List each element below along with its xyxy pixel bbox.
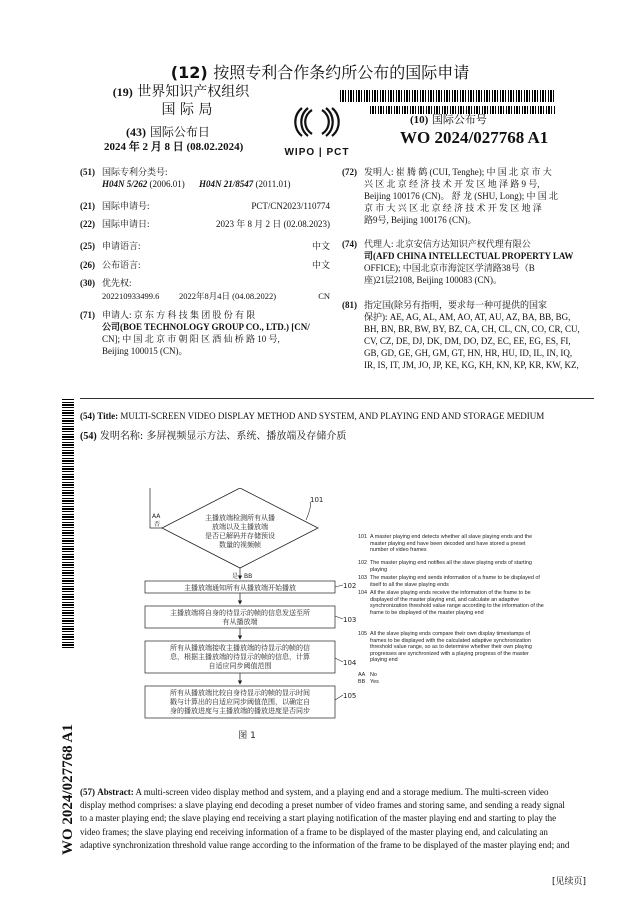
agent-block (364, 238, 594, 286)
pubno-code: (10) (410, 114, 429, 126)
ipc-class-2-date: (2011.01) (255, 179, 291, 189)
abstract-line: A multi-screen video display method and system, and a playing end and a storage medium. The multi-screen video (135, 787, 549, 797)
filing-code: (22) (80, 219, 95, 229)
step-text: 所有从播放端比较自身待显示的帧的显示时间 (170, 689, 310, 697)
abstract-line: adaptive synchronization threshold value range according to the information of the frame to be displayed of the master playing end; and (80, 839, 570, 850)
applicant-line: Beijing 100015 (CN)。 (102, 346, 188, 356)
states-block (364, 299, 594, 371)
legend-key: 102 (358, 560, 367, 566)
states-line: IR, IS, IT, JM, JO, JP, KE, KG, KH, KN, KP, KR, KW, KZ, (364, 360, 579, 370)
side-pub-number: WO 2024/027768 A1 (60, 724, 76, 855)
applicant-code: (71) (80, 310, 95, 320)
legend-text: The master playing end notifies all the slave playing ends of starting playing (370, 560, 532, 573)
branch-no-label: 否 (154, 521, 161, 528)
abstract-code: (57) (80, 787, 95, 797)
step-text: 自适应同步阈值范围 (208, 662, 272, 670)
pubno-value: WO 2024/027768 A1 (400, 128, 549, 147)
inventors-block (364, 166, 594, 226)
filing-label: 国际申请日: (102, 219, 150, 229)
decision-text: 数量的视频帧 (219, 541, 261, 549)
abstract-line: display method comprises: a slave playing end decoding a preset number of video frames and storing same, and sending a ready signal (80, 800, 565, 811)
legend-key: BB (358, 679, 366, 685)
figure-caption: 图 1 (238, 731, 256, 741)
legend-key: 101 (358, 534, 367, 540)
states-line: 保护): AE, AG, AL, AM, AO, AT, AU, AZ, BA, BB, BG, (364, 312, 571, 322)
priority-number: 202210933499.6 (102, 291, 160, 301)
step-text: 主播放端将自身的待显示的帧的信息发送至所 (170, 609, 310, 617)
filing-lang-label: 申请语言: (102, 241, 141, 251)
title-en (80, 410, 600, 422)
abstract-line: to a master playing end; the slave playing end receiving a start playing notification of the master playing end and starting to play the (80, 813, 557, 824)
legend-text: No (370, 672, 377, 678)
ipc-class-1-date: (2006.01) (149, 179, 185, 189)
states-line: 指定国(除另有指明，要求每一种可提供的国家 (364, 300, 547, 310)
title-text: 按照专利合作条约所公布的国际申请 (213, 63, 470, 82)
top-barcode (340, 90, 556, 102)
appno-label: 国际申请号: (102, 201, 150, 211)
applicant-block (102, 309, 330, 357)
inventors-line: Beijing 100176 (CN)。 舒 龙 (SHU, Long); 中 国 北 (364, 191, 558, 201)
title-en-code: (54) (80, 411, 95, 421)
ref-label-101: 101 (310, 496, 324, 504)
filing-value: 2023 年 8 月 2 日 (02.08.2023) (216, 219, 330, 229)
pub-lang-code: (26) (80, 260, 95, 270)
step-text: 戳与计算出的自适应同步阈值范围，以确定自 (170, 698, 310, 706)
decision-text: 是否已解码并存储预设 (205, 532, 275, 540)
branch-no-code: AA (152, 513, 161, 520)
step-ref: 102 (343, 582, 357, 590)
priority-country: CN (318, 291, 330, 301)
pub-number-block (400, 112, 600, 148)
legend-key: AA (358, 672, 366, 678)
ref-leader (335, 695, 343, 700)
wipo-logo-text: WIPO | PCT (284, 147, 350, 158)
ref-leader (335, 585, 343, 587)
wipo-logo (282, 102, 352, 158)
branch-yes-label: 是 (232, 573, 239, 580)
abstract-line: video frames; the slave playing end receiving information of a frame to be displayed of the master playing end, and calculating an (80, 826, 548, 837)
applicant-line: 申请人: 京 东 方 科 技 集 团 股 份 有 限 (102, 310, 256, 320)
applicant-line: CN]; 中 国 北 京 市 朝 阳 区 酒 仙 桥 路 10 号, (102, 334, 280, 344)
filing-lang-value: 中文 (311, 241, 330, 251)
title-zh-value: 多屏视频显示方法、系统、播放端及存储介质 (146, 431, 347, 442)
continued-note: [见续页] (552, 877, 587, 887)
step-text: 所有从播放端接收主播放端的待显示的帧的信 (170, 644, 310, 652)
step-text: 主播放端通知所有从播放端开始播放 (184, 584, 296, 592)
decision-text: 主播放端检测所有从播 (205, 514, 275, 522)
agent-code: (74) (342, 239, 357, 249)
ipc-class-1: H04N 5/262 (102, 179, 148, 189)
ipc-code: (51) (80, 167, 95, 177)
pubdate-value: 2024 年 2 月 8 日 (08.02.2024) (104, 141, 244, 153)
inventors-line: 发明人: 崔 腾 鹤 (CUI, Tenghe); 中 国 北 京 市 大 (364, 167, 552, 177)
pub-lang-value: 中文 (311, 260, 330, 270)
step-ref: 105 (343, 692, 357, 700)
wipo-emblem-icon (282, 102, 352, 142)
pubno-label: 国际公布号 (431, 113, 487, 126)
pub-date-block (96, 124, 276, 155)
title-code: (12) (170, 63, 208, 82)
ref-leader (335, 616, 343, 619)
title-zh (80, 430, 600, 443)
flowchart (140, 488, 360, 768)
legend-key: 105 (358, 631, 367, 637)
side-barcode (62, 398, 74, 648)
abstract-label: Abstract: (97, 787, 134, 797)
inventors-line: 兴 区 北 京 经 济 技 术 开 发 区 地 泽 路 9 号, (364, 179, 540, 189)
title-en-value: MULTI-SCREEN VIDEO DISPLAY METHOD AND SYSTEM, AND PLAYING END AND STORAGE MEDIUM (120, 411, 545, 421)
states-line: GB, GD, GE, GH, GM, GT, HN, HR, HU, ID, IL, IN, IQ, (364, 348, 573, 358)
branch-yes-code: BB (244, 573, 253, 580)
abstract (80, 786, 600, 852)
legend-text: The master playing end sends information of a frame to be displayed of itself to all the slave playing ends (370, 575, 540, 588)
agent-line: 代理人: 北京安信方达知识产权代理有限公 (364, 239, 531, 249)
figure-legend (358, 534, 558, 684)
org-code: (19) (112, 85, 133, 99)
appno-code: (21) (80, 201, 95, 211)
inventors-code: (72) (342, 167, 357, 177)
title-zh-code: (54) (80, 431, 97, 442)
step-ref: 103 (343, 616, 357, 624)
org-name: 世界知识产权组织 (137, 84, 250, 100)
section-divider (80, 398, 594, 399)
org-bureau: 国 际 局 (161, 102, 213, 118)
states-line: CV, CZ, DE, DJ, DK, DM, DO, DZ, EC, EE, EG, ES, FI, (364, 336, 571, 346)
agent-line: 座)21层2108, Beijing 100083 (CN)。 (364, 275, 502, 285)
ref-leader-101 (306, 502, 311, 520)
title-zh-label: 发明名称: (99, 431, 144, 442)
org-block (96, 84, 266, 119)
biblio-right (342, 166, 594, 391)
legend-text: Yes (370, 679, 379, 685)
priority-code: (30) (80, 278, 95, 288)
pubdate-code: (43) (126, 125, 146, 139)
biblio-left (80, 166, 330, 391)
appno-value: PCT/CN2023/110774 (251, 201, 330, 211)
title-en-label: Title: (97, 411, 119, 421)
pubdate-label: 国际公布日 (149, 125, 210, 139)
step-text: 有从播放端 (222, 618, 258, 626)
filing-lang-code: (25) (80, 241, 95, 251)
agent-line: 司(AFD CHINA INTELLECTUAL PROPERTY LAW (364, 251, 574, 261)
document-title (0, 60, 640, 83)
inventors-line: 路9号, Beijing 100176 (CN)。 (364, 215, 477, 225)
decision-text: 放端以及主播放端 (212, 523, 268, 531)
states-line: BH, BN, BR, BW, BY, BZ, CA, CH, CL, CN, CO, CR, CU, (364, 324, 580, 334)
priority-date: 2022年8月4日 (04.08.2022) (179, 291, 277, 301)
priority-label: 优先权: (102, 278, 132, 288)
step-ref: 104 (343, 659, 357, 667)
legend-text: All the slave playing ends receive the information of the frame to be displayed of the master playing end, and calculate an adaptive synchronization threshold value range according to the information of the frame to be displayed of the master playing end (370, 590, 544, 616)
legend-text: All the slave playing ends compare their own display timestamps of frames to be displayed with the calculated adaptive synchronization threshold value range, so as to determine whether their own playing progresses are synchronized with a playing progress of the master playing end (370, 631, 532, 664)
applicant-line: 公司(BOE TECHNOLOGY GROUP CO., LTD.) [CN/ (102, 322, 310, 332)
step-text: 身的播放进度与主播放端的播放进度是否同步 (170, 707, 310, 715)
states-code: (81) (342, 300, 357, 310)
ref-leader (335, 658, 343, 662)
step-text: 息，根据主播放端的待显示的帧的信息，计算 (170, 653, 310, 661)
legend-text: A master playing end detects whether all slave playing ends and the master playing end have been decoded and have stored a preset number of video frames (370, 534, 533, 554)
legend-key: 104 (358, 590, 367, 596)
inventors-line: 京 市 大 兴 区 北 京 经 济 技 术 开 发 区 地 泽 (364, 203, 542, 213)
pub-lang-label: 公布语言: (102, 260, 141, 270)
ipc-class-2: H04N 21/8547 (199, 179, 254, 189)
legend-key: 103 (358, 575, 367, 581)
ipc-label: 国际专利分类号: (102, 167, 168, 177)
agent-line: OFFICE); 中国北京市海淀区学清路38号（B (364, 263, 535, 273)
